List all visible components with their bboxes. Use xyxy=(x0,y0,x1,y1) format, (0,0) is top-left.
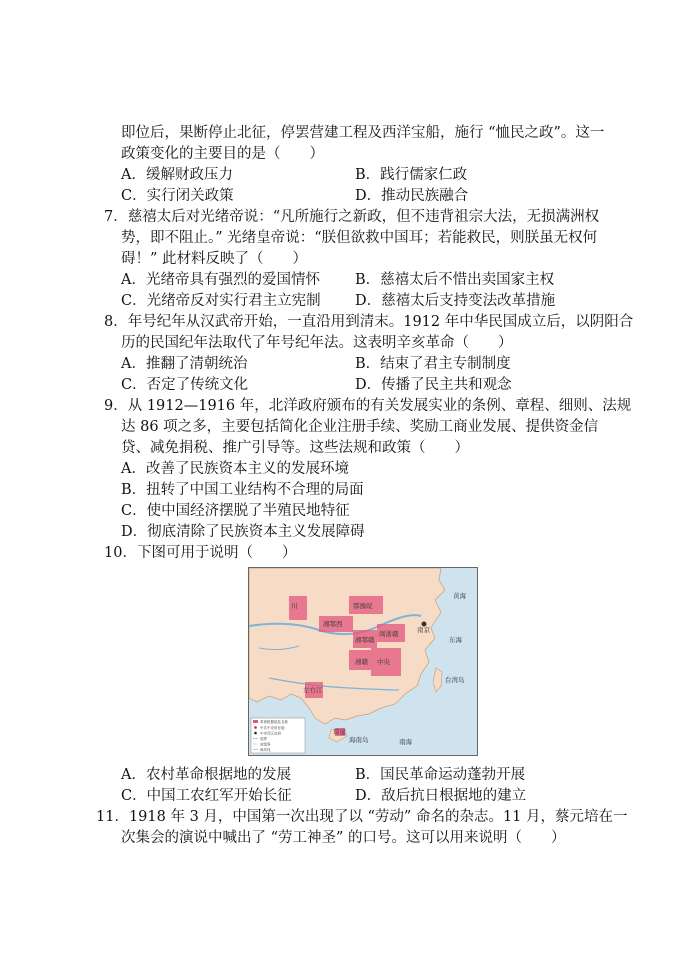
legend-soviet-capital: 中央苏区首府 xyxy=(260,731,281,736)
q7-option-a[interactable]: A．光绪帝具有强烈的爱国情怀 xyxy=(121,272,320,288)
q9-option-a[interactable]: A．改善了民族资本主义的发展环境 xyxy=(121,461,349,477)
legend-coastline: 海岸线 xyxy=(260,748,271,752)
map-label-nanjing: 南京 xyxy=(417,626,430,634)
q9-stem-line2: 达 86 项之多，主要包括简化企业注册手续、奖励工商业发展、提供资金信 xyxy=(121,419,599,435)
map-label-zhongyang: 中央 xyxy=(377,658,390,666)
q7-stem-line1: 7．慈禧太后对光绪帝说：“凡所施行之新政，但不违背祖宗大法，无损满洲权 xyxy=(104,209,600,225)
legend-cpc-hq: 中共中央所在地 xyxy=(260,726,285,730)
q8-option-c[interactable]: C．否定了传统文化 xyxy=(121,377,249,393)
map-label-donghai: 东海 xyxy=(449,636,462,644)
q9-stem-line1: 9．从 1912—1916 年，北洋政府颁布的有关发展实业的条例、章程、细则、法规 xyxy=(104,398,632,414)
map-legend xyxy=(251,718,305,753)
legend-base: 革命根据地及名称 xyxy=(260,720,288,724)
q7-option-c[interactable]: C．光绪帝反对实行君主立宪制 xyxy=(121,293,321,309)
q6-stem-line2: 政策变化的主要目的是（ ） xyxy=(121,146,324,162)
q7-option-d[interactable]: D．慈禧太后支持变法改革措施 xyxy=(355,293,556,309)
q8-option-b[interactable]: B．结束了君主专制制度 xyxy=(355,356,511,372)
map-label-minzhegan: 闽浙赣 xyxy=(379,630,399,638)
map-label-taiwan: 台湾岛 xyxy=(445,676,465,684)
map-label-xiangexi: 湘鄂西 xyxy=(323,620,343,628)
q7-stem-line2: 势，即不阻止。” 光绪皇帝说：“朕但欲救中国耳；若能救民，则朕虽无权何 xyxy=(121,230,598,246)
map-label-qiongya: 琼崖 xyxy=(333,728,346,736)
map-label-xiangegan: 湘鄂赣 xyxy=(355,636,375,644)
q7-option-b[interactable]: B．慈禧太后不惜出卖国家主权 xyxy=(355,272,555,288)
q9-option-d[interactable]: D．彻底清除了民族资本主义发展障碍 xyxy=(121,524,365,540)
q6-option-b[interactable]: B．践行儒家仁政 xyxy=(355,167,468,183)
q7-stem-line3: 碍！” 此材料反映了（ ） xyxy=(121,251,308,267)
map-label-chuan: 川 xyxy=(291,602,298,610)
q8-option-a[interactable]: A．推翻了清朝统治 xyxy=(121,356,248,372)
q6-option-a[interactable]: A．缓解财政压力 xyxy=(121,167,233,183)
map-label-xianggan: 湘赣 xyxy=(355,658,368,666)
q11-stem-line1: 11．1918 年 3 月，中国第一次出现了以 “劳动” 命名的杂志。11 月，蔡元培在一 xyxy=(96,809,628,825)
q10-option-a[interactable]: A．农村革命根据地的发展 xyxy=(121,767,291,783)
map-label-nanhai: 南海 xyxy=(399,738,412,746)
q10-stem-line1: 10．下图可用于说明（ ） xyxy=(104,545,297,561)
revolutionary-base-map xyxy=(248,567,478,756)
q8-stem-line2: 历的民国纪年法取代了年号纪年法。这表明辛亥革命（ ） xyxy=(121,335,513,351)
map-label-eyuwan: 鄂豫皖 xyxy=(353,602,373,610)
q9-stem-line3: 贷、减免捐税、推广引导等。这些法规和政策（ ） xyxy=(121,440,469,456)
map-label-hainan: 海南岛 xyxy=(349,736,369,744)
q11-stem-line2: 次集会的演说中喊出了 “劳工神圣” 的口号。这可以用来说明（ ） xyxy=(121,830,566,846)
q6-option-d[interactable]: D．推动民族融合 xyxy=(355,188,469,204)
q8-stem-line1: 8．年号纪年从汉武帝开始，一直沿用到清末。1912 年中华民国成立后，以阴阳合 xyxy=(104,314,634,330)
q9-option-c[interactable]: C．使中国经济摆脱了半殖民地特征 xyxy=(121,503,350,519)
q6-stem-line1: 即位后，果断停止北征，停罢营建工程及西洋宝船，施行 “恤民之政”。这一 xyxy=(121,125,605,141)
q10-option-b[interactable]: B．国民革命运动蓬勃开展 xyxy=(355,767,526,783)
map-label-zuoyoujiang: 左右江 xyxy=(303,686,323,694)
q9-option-b[interactable]: B．扭转了中国工业结构不合理的局面 xyxy=(121,482,364,498)
legend-national-border: 国界 xyxy=(260,737,267,741)
legend-provincial-border: 省级界 xyxy=(260,742,271,747)
q10-option-d[interactable]: D．敌后抗日根据地的建立 xyxy=(355,788,527,804)
q8-option-d[interactable]: D．传播了民主共和观念 xyxy=(355,377,512,393)
q6-option-c[interactable]: C．实行闭关政策 xyxy=(121,188,234,204)
q10-option-c[interactable]: C．中国工农红军开始长征 xyxy=(121,788,292,804)
map-label-huanghai: 黄海 xyxy=(453,592,466,600)
